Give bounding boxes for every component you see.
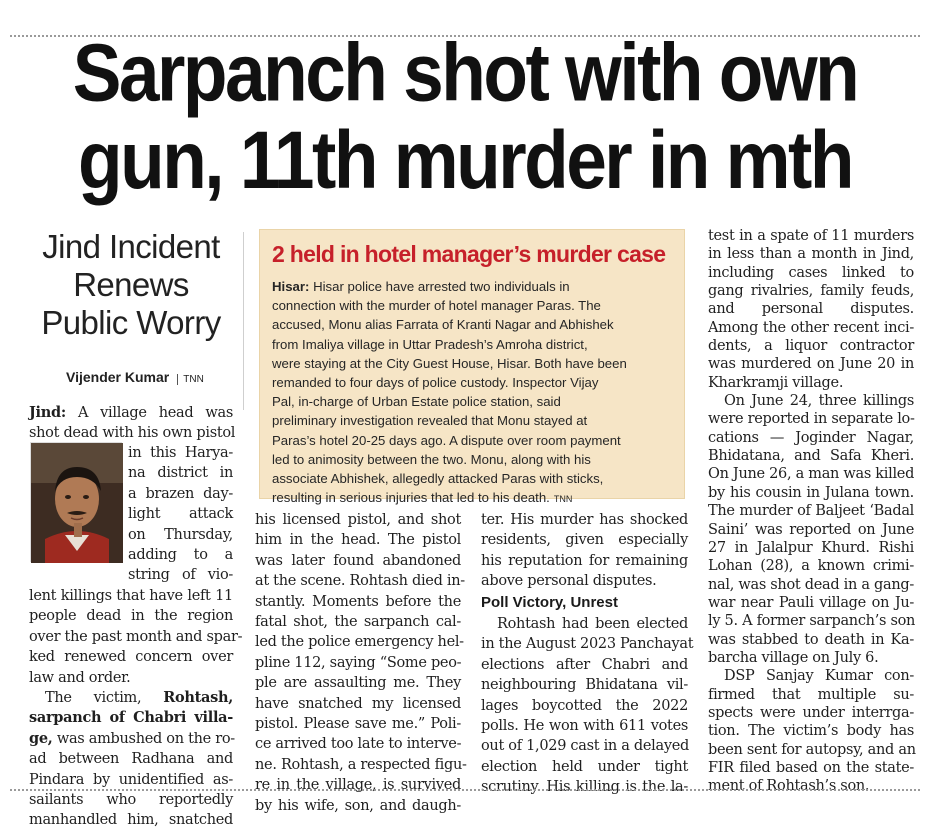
text-line: ter. His murder has shocked bbox=[481, 512, 688, 528]
text-line: nal, was shot dead in a gang- bbox=[708, 576, 914, 593]
text-line: stantly. Moments before the bbox=[255, 593, 461, 610]
inset-line-fragment: Hisar police have arrested two individuals in bbox=[313, 279, 570, 294]
text-line: ce arrived too late to interve- bbox=[255, 736, 462, 753]
text-line: elections after Chabri and bbox=[481, 656, 688, 673]
text-line: ple are assaulting me. They bbox=[255, 675, 461, 692]
text-line: out of 1,029 cast in a delayed bbox=[481, 738, 690, 755]
text-line: law and order. bbox=[29, 669, 131, 686]
text-line: spects were under interrga- bbox=[708, 704, 914, 721]
text-line: election held under tight bbox=[481, 758, 688, 775]
kicker-line: Public Worry bbox=[41, 304, 221, 341]
headline-line-1: Sarpanch shot with own bbox=[72, 27, 858, 119]
text-line: war near Pauli village on Ju- bbox=[708, 594, 914, 611]
text-line: by his cousin in Julana town. bbox=[708, 484, 914, 501]
inset-body bbox=[272, 277, 672, 509]
text-line: ment of Rohtash’s son. bbox=[708, 778, 870, 795]
section-subhead: Poll Victory, Unrest bbox=[481, 594, 618, 611]
text-line: Kharkramji village. bbox=[708, 374, 844, 391]
text-line: test in a spate of 11 murders bbox=[708, 228, 914, 244]
text-line: Rohtash had been elected bbox=[497, 616, 688, 632]
dateline: Jind: bbox=[29, 404, 66, 421]
text-line: On June 24, three killings bbox=[724, 393, 914, 410]
kicker bbox=[20, 228, 242, 342]
text-line: FIR filed based on the state- bbox=[708, 759, 914, 776]
portrait-photo-art bbox=[31, 443, 123, 563]
text-line: above personal disputes. bbox=[481, 573, 657, 590]
text-line: adding to a bbox=[128, 547, 233, 564]
text-line: a brazen day- bbox=[128, 485, 233, 502]
text-line: On June 26, a man was killed bbox=[708, 466, 915, 483]
text-line: na district in bbox=[128, 465, 233, 482]
text-line: over the past month and spar- bbox=[29, 628, 243, 645]
inset-line: led to animosity between the two. Monu, along with his bbox=[272, 451, 591, 467]
text-line bbox=[29, 403, 233, 423]
article-column-4 bbox=[708, 227, 914, 796]
inset-title: 2 held in hotel manager’s murder case bbox=[272, 241, 666, 267]
text-line bbox=[29, 729, 233, 749]
inset-line: remanded to four days of police custody. Inspector Vijay bbox=[272, 375, 599, 391]
inset-tag: TNN bbox=[553, 494, 573, 505]
text-line: ne. Rohtash, a respected figu- bbox=[255, 756, 467, 773]
text-line: and personal disputes. bbox=[708, 301, 914, 318]
text-line: was later found abandoned bbox=[255, 552, 461, 569]
text-line: firmed that multiple su- bbox=[708, 686, 914, 703]
text-line: pline 112, saying “Some peo- bbox=[255, 654, 462, 671]
headline bbox=[0, 27, 930, 206]
text-line: on Thursday, bbox=[128, 526, 233, 543]
text-line bbox=[29, 708, 233, 728]
inset-dateline: Hisar: bbox=[272, 279, 310, 294]
text-line: Pindara by unidentified as- bbox=[29, 771, 233, 788]
text-line: were reported in separate lo- bbox=[708, 411, 915, 428]
text-line: at the scene. Rohtash died in- bbox=[255, 573, 465, 590]
victim-name: Rohtash, bbox=[163, 689, 233, 707]
kicker-line: Renews bbox=[73, 266, 189, 303]
text-line bbox=[29, 688, 233, 708]
text-line: sailants who reportedly bbox=[29, 792, 233, 809]
article-column-3 bbox=[481, 510, 688, 592]
article-column-1-lower bbox=[29, 586, 243, 831]
text-line: lent killings that have left 11 bbox=[29, 588, 233, 604]
text-line: Bhidatana, and Safa Kheri. bbox=[708, 448, 914, 465]
inset-line: Pal, in-charge of Urban Estate police station, said bbox=[272, 394, 561, 410]
inset-line bbox=[272, 277, 672, 296]
text-line: his reputation for remaining bbox=[481, 552, 688, 569]
text-line: fatal shot, the sarpanch cal- bbox=[255, 614, 461, 631]
text-line: cations — Joginder Nagar, bbox=[708, 429, 914, 446]
text-line: in less than a month in Jind, bbox=[708, 246, 914, 263]
text-line: him in the head. The pistol bbox=[255, 532, 461, 549]
text-line-fragment: was ambushed on the ro- bbox=[56, 730, 235, 747]
column-rule bbox=[243, 232, 244, 410]
text-line: was stabbed to death in Ka- bbox=[708, 631, 914, 648]
text-line: have snatched my licensed bbox=[255, 695, 461, 712]
portrait-photo bbox=[30, 442, 122, 562]
victim-title: sarpanch of Chabri villa- bbox=[29, 709, 233, 727]
text-line: people dead in the region bbox=[29, 608, 233, 625]
inset-story-box bbox=[259, 229, 685, 506]
inset-line: connection with the murder of hotel manager Paras. The bbox=[272, 298, 601, 314]
text-line: by his wife, son, and daugh- bbox=[255, 797, 461, 814]
text-line: been sent for autopsy, and an bbox=[708, 741, 916, 758]
victim-title-end: ge, bbox=[29, 729, 53, 747]
text-line: Lohan (28), a known crimi- bbox=[708, 558, 914, 575]
text-line-fragment: The victim, bbox=[45, 690, 142, 707]
text-line: Among the other recent inci- bbox=[708, 319, 914, 336]
bottom-dotted-divider bbox=[10, 789, 920, 791]
text-line-fragment: A village head was bbox=[77, 405, 233, 421]
text-line: scrutiny. His killing is the la- bbox=[481, 779, 688, 796]
text-line: neighbouring Bhidatana vil- bbox=[481, 677, 688, 694]
text-line: barcha village on July 6. bbox=[708, 649, 879, 666]
article-column-2 bbox=[255, 510, 467, 816]
text-line: The murder of Baljeet ‘Badal bbox=[708, 503, 914, 520]
text-line: gang rivalries, family feuds, bbox=[708, 283, 914, 300]
text-line: in the August 2023 Panchayat bbox=[481, 636, 694, 653]
text-line: ked renewed concern over bbox=[29, 649, 233, 666]
text-line: led the police emergency hel- bbox=[255, 634, 464, 651]
article-column-1-wrap bbox=[128, 443, 233, 586]
text-line: 27 in Jalalpur Khurd. Rishi bbox=[708, 539, 914, 556]
article-column-1 bbox=[29, 403, 236, 444]
text-line: ad between Radhana and bbox=[29, 751, 233, 768]
headline-line-2: gun, 11th murder in mth bbox=[78, 115, 852, 206]
inset-line-fragment: resulting in serious injuries that led to his death. bbox=[272, 490, 550, 506]
text-line: including cases linked to bbox=[708, 264, 914, 281]
text-line: dents, a liquor contractor bbox=[708, 338, 914, 355]
inset-line: associate Abhishek, allegedly attacked Paras with sticks, bbox=[272, 471, 604, 487]
byline-agency: TNN bbox=[177, 374, 204, 385]
text-line: residents, given especially bbox=[481, 532, 688, 549]
text-line: ly 5. A former sarpanch’s son bbox=[708, 613, 916, 630]
text-line: DSP Sanjay Kumar con- bbox=[724, 668, 914, 685]
text-line: Saini’ was reported on June bbox=[708, 521, 914, 538]
text-line: shot dead with his own pistol bbox=[29, 425, 236, 442]
text-line: polls. He won with 611 votes bbox=[481, 718, 688, 735]
inset-line bbox=[272, 488, 672, 509]
text-line: was murdered on June 20 in bbox=[708, 356, 914, 373]
inset-line: preliminary investigation revealed that Monu stayed at bbox=[272, 413, 588, 429]
inset-line: were staying at the City Guest House, Hisar. Both have been bbox=[272, 355, 627, 371]
text-line: light attack bbox=[128, 506, 233, 523]
text-line: in this Harya- bbox=[128, 445, 233, 461]
byline bbox=[66, 369, 204, 385]
text-line: pistol. Please save me.” Poli- bbox=[255, 716, 461, 733]
kicker-line: Jind Incident bbox=[42, 228, 220, 265]
byline-author: Vijender Kumar bbox=[66, 369, 170, 385]
text-line: lages boycotted the 2022 bbox=[481, 697, 688, 714]
article-column-3-lower bbox=[481, 614, 694, 798]
text-line: manhandled him, snatched bbox=[29, 812, 233, 829]
inset-line: accused, Monu alias Farrata of Kranti Nagar and Abhishek bbox=[272, 317, 614, 333]
text-line: re in the village, is survived bbox=[255, 777, 461, 794]
text-line: tion. The victim’s body has bbox=[708, 723, 914, 740]
text-line: his licensed pistol, and shot bbox=[255, 512, 461, 528]
inset-line: Paras’s hotel 20-25 days ago. A dispute over room payment bbox=[272, 432, 621, 448]
text-line: string of vio- bbox=[128, 567, 233, 584]
inset-line: from Imaliya village in Uttar Pradesh’s Amroha district, bbox=[272, 336, 588, 352]
